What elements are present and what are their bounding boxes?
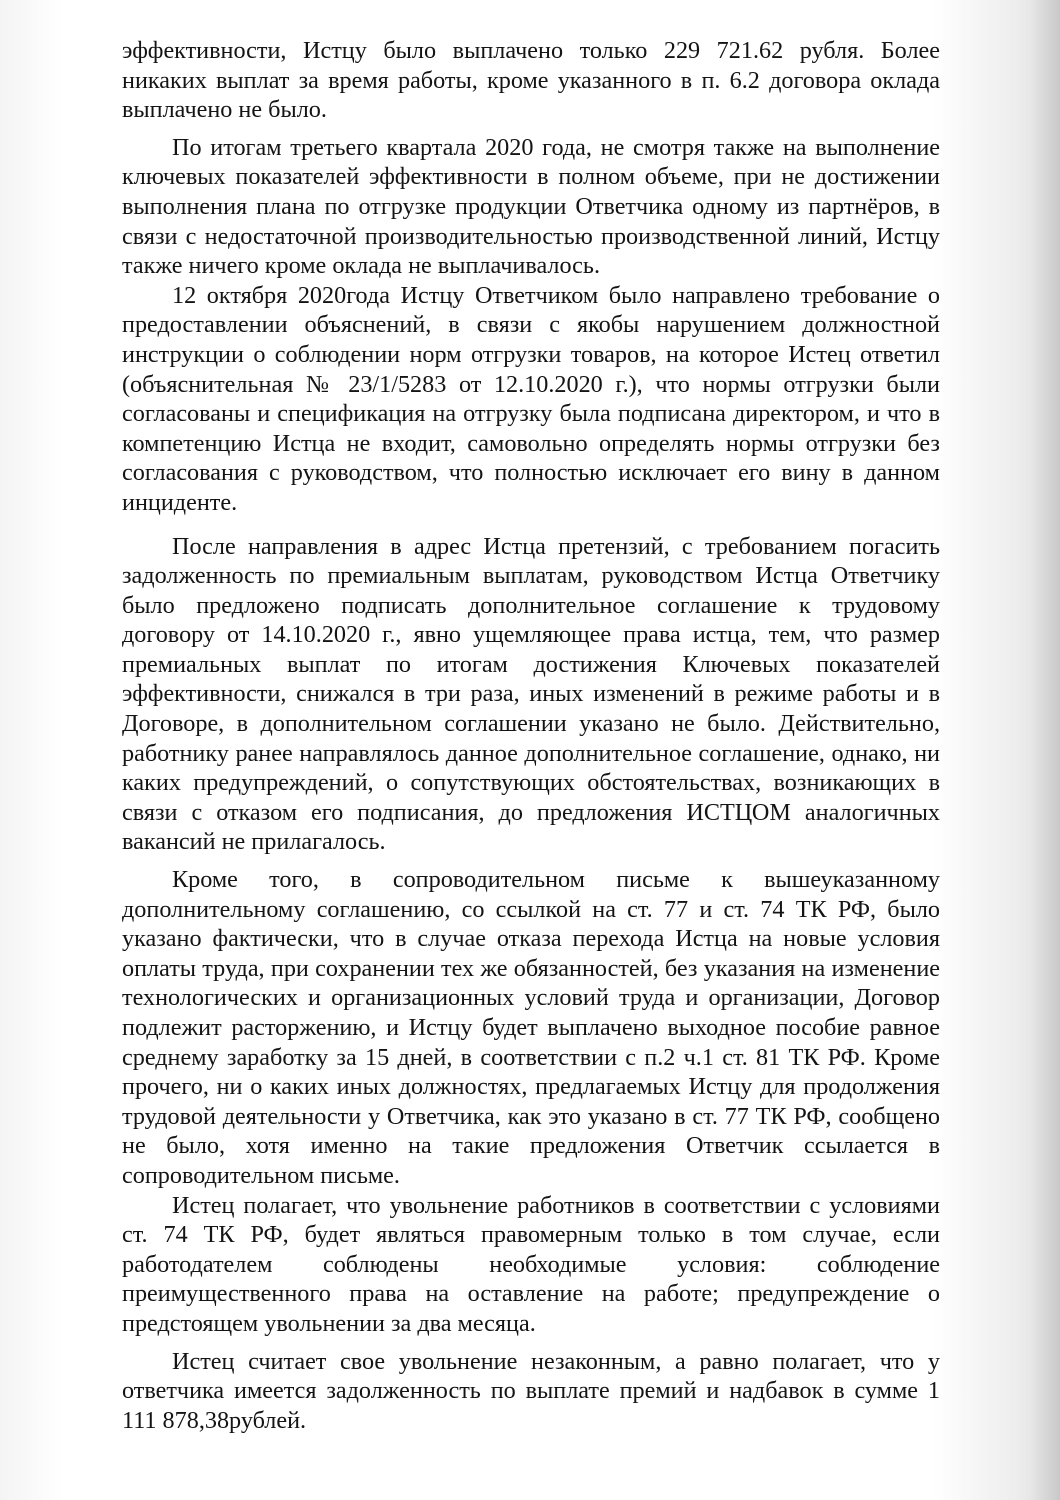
- document-body: [122, 36, 940, 1435]
- paragraph-2: По итогам третьего квартала 2020 года, не смотря также на выполнение ключевых показателей эффективности в полном объеме, при не достижении выполнения плана по отгрузке продукции Ответчика одному из партнёров, в связи с недостаточной производительностью производственной линий, Истцу также ничего кроме оклада не выплачивалось.: [122, 133, 940, 280]
- paragraph-4: После направления в адрес Истца претензий, с требованием погасить задолженность по премиальным выплатам, руководством Истца Ответчику было предложено подписать дополнительное соглашение к трудовому договору от 14.10.2020 г., явно ущемляющее права истца, тем, что размер премиальных выплат по итогам достижения Ключевых показателей эффективности, снижался в три раза, иных изменений в режиме работы и в Договоре, в дополнительном соглашении указано не было. Действительно, работнику ранее направлялось данное дополнительное соглашение, однако, ни каких предупреждений, о сопутствующих обстоятельствах, возникающих в связи с отказом его подписания, до предложения ИСТЦОМ аналогичных вакансий не прилагалось.: [122, 532, 940, 856]
- paragraph-5: Кроме того, в сопроводительном письме к вышеуказанному дополнительному соглашению, со ссылкой на ст. 77 и ст. 74 ТК РФ, было указано фактически, что в случае отказа перехода Истца на новые условия оплаты труда, при сохранении тех же обязанностей, без указания на изменение технологических и организационных условий труда и организации, Договор подлежит расторжению, и Истцу будет выплачено выходное пособие равное среднему заработку за 15 дней, в соответствии с п.2 ч.1 ст. 81 ТК РФ. Кроме прочего, ни о каких иных должностях, предлагаемых Истцу для продолжения трудовой деятельности у Ответчика, как это указано в ст. 77 ТК РФ, сообщено не было, хотя именно на такие предложения Ответчик ссылается в сопроводительном письме.: [122, 866, 940, 1189]
- page-edge-shadow: [1030, 0, 1060, 1500]
- paragraph-3: 12 октября 2020года Истцу Ответчиком было направлено требование о предоставлении объяснений, в связи с якобы нарушением должностной инструкции о соблюдении норм отгрузки товаров, на которое Истец ответил (объяснительная № 23/1/5283 от 12.10.2020 г.), что нормы отгрузки были согласованы и спецификация на отгрузку была подписана директором, и что в компетенцию Истца не входит, самовольно определять нормы отгрузки без согласования с руководством, что полностью исключает его вину в данном инциденте.: [122, 281, 940, 516]
- paragraph-1: эффективности, Истцу было выплачено только 229 721.62 рубля. Более никаких выплат за время работы, кроме указанного в п. 6.2 договора оклада выплачено не было.: [122, 37, 940, 124]
- paragraph-7: Истец считает свое увольнение незаконным, а равно полагает, что у ответчика имеется задолженность по выплате премий и надбавок в сумме 1 111 878,38рублей.: [122, 1347, 940, 1434]
- paragraph-6: Истец полагает, что увольнение работников в соответствии с условиями ст. 74 ТК РФ, будет являться правомерным только в том случае, если работодателем соблюдены необходимые условия: соблюдение преимущественного права на оставление на работе; предупреждение о предстоящем увольнении за два месяца.: [122, 1191, 940, 1337]
